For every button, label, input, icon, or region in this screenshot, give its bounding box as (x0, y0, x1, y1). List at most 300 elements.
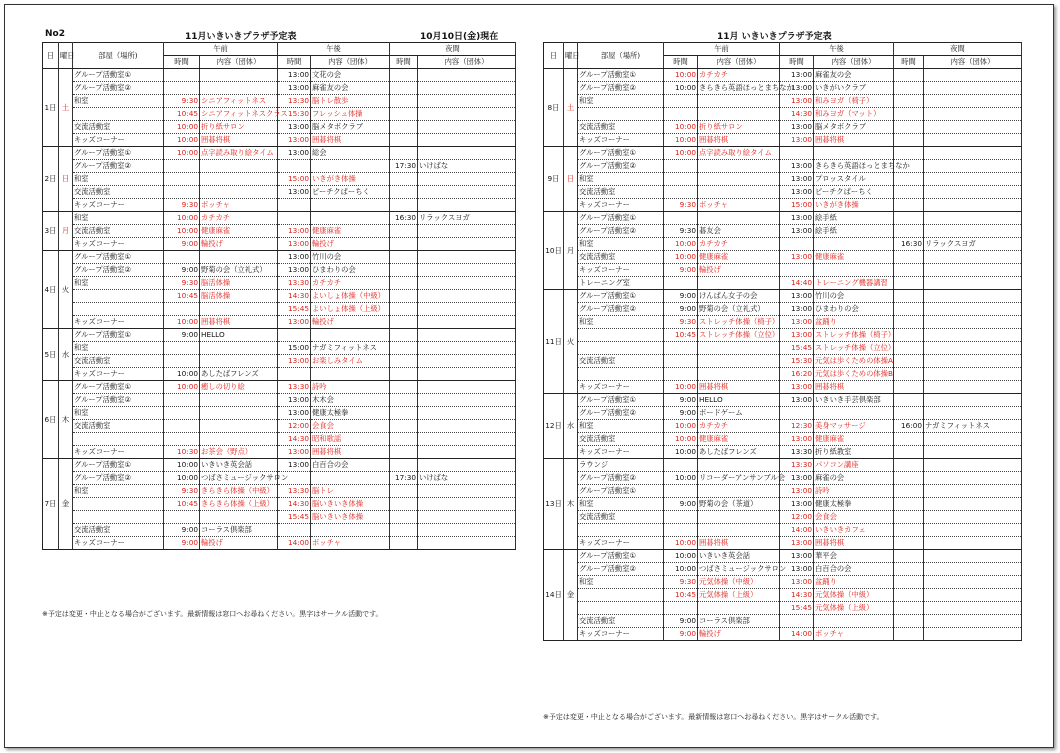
left-schedule-table (42, 42, 516, 550)
night-content-cell: リラックスヨガ (418, 212, 516, 225)
night-content-cell (924, 134, 1022, 147)
dow-cell: 日 (59, 147, 73, 212)
schedule-row (43, 368, 516, 381)
pm-time-cell (780, 147, 814, 160)
am-content-cell (200, 186, 278, 199)
pm-content-cell: 和みヨガ（マット） (814, 108, 894, 121)
night-time-cell (894, 95, 924, 108)
pm-content-cell: 元気体操（中級） (814, 589, 894, 602)
pm-time-cell: 15:00 (780, 199, 814, 212)
time-header: 時間 (390, 56, 418, 69)
pm-content-cell (311, 199, 390, 212)
night-time-cell (390, 420, 418, 433)
pm-content-cell: ナガミフィットネス (311, 342, 390, 355)
pm-time-cell: 14:30 (780, 108, 814, 121)
pm-time-cell: 13:00 (278, 264, 311, 277)
am-time-cell: 10:00 (164, 459, 200, 472)
night-content-cell (924, 485, 1022, 498)
am-time-cell (664, 485, 698, 498)
schedule-row (43, 147, 516, 160)
schedule-row (544, 355, 1022, 368)
room-cell: 交流活動室 (578, 433, 664, 446)
am-content-cell: 囲碁将棋 (200, 134, 278, 147)
night-content-cell (418, 420, 516, 433)
pm-time-cell: 13:00 (780, 69, 814, 82)
pm-time-cell: 13:30 (780, 446, 814, 459)
room-cell: グループ活動室① (578, 485, 664, 498)
night-time-cell (390, 134, 418, 147)
am-time-cell: 9:30 (164, 95, 200, 108)
pm-content-cell: 脳メタボクラブ (311, 121, 390, 134)
schedule-row (544, 277, 1022, 290)
am-time-cell: 9:30 (664, 576, 698, 589)
pm-content-cell (311, 212, 390, 225)
schedule-row (544, 69, 1022, 82)
am-content-cell: いきいき英会話 (200, 459, 278, 472)
pm-content-cell: ストレッチ体操（椅子） (814, 329, 894, 342)
am-time-cell: 10:00 (164, 212, 200, 225)
night-time-cell (894, 251, 924, 264)
night-time-cell (894, 69, 924, 82)
schedule-row (43, 264, 516, 277)
pm-time-cell: 13:30 (278, 485, 311, 498)
night-content-cell (924, 82, 1022, 95)
pm-content-cell: ボッチャ (311, 537, 390, 550)
am-time-cell: 10:45 (164, 108, 200, 121)
am-time-cell (664, 108, 698, 121)
schedule-row (43, 394, 516, 407)
night-time-cell (894, 290, 924, 303)
pm-time-cell: 13:00 (780, 550, 814, 563)
room-cell (578, 329, 664, 342)
time-header: 時間 (894, 56, 924, 69)
pm-content-cell: 囲碁将棋 (814, 381, 894, 394)
dow-cell: 月 (59, 212, 73, 251)
day-cell: 4日 (43, 251, 59, 329)
schedule-row (43, 69, 516, 82)
pm-content-cell: 竹川の会 (814, 290, 894, 303)
room-cell: キッズコーナー (578, 446, 664, 459)
am-content-cell (200, 82, 278, 95)
pm-time-cell (278, 212, 311, 225)
room-cell: キッズコーナー (578, 134, 664, 147)
am-time-cell: 10:00 (664, 563, 698, 576)
schedule-row (544, 264, 1022, 277)
content-header: 内容（団体） (814, 56, 894, 69)
pm-content-cell: 脳いきいき体操 (311, 511, 390, 524)
am-time-cell (164, 160, 200, 173)
pm-time-cell: 14:30 (278, 433, 311, 446)
room-cell: キッズコーナー (73, 199, 164, 212)
schedule-row (544, 238, 1022, 251)
room-cell (73, 433, 164, 446)
night-content-cell (418, 446, 516, 459)
night-content-cell (924, 212, 1022, 225)
pm-content-cell: 麻雀の会 (814, 472, 894, 485)
pm-content-cell: プロッスタイル (814, 173, 894, 186)
day-cell: 1日 (43, 69, 59, 147)
room-cell (578, 589, 664, 602)
pm-time-cell: 13:00 (780, 95, 814, 108)
night-time-cell (894, 264, 924, 277)
night-content-cell (924, 290, 1022, 303)
pm-time-cell: 13:00 (278, 251, 311, 264)
schedule-row (43, 186, 516, 199)
pm-time-cell: 13:00 (278, 121, 311, 134)
pm-time-cell: 13:00 (780, 394, 814, 407)
am-time-cell: 9:00 (664, 290, 698, 303)
night-time-cell (390, 524, 418, 537)
pm-content-cell: 竹川の会 (311, 251, 390, 264)
pm-content-cell (311, 329, 390, 342)
pm-content-cell: 会食会 (814, 511, 894, 524)
schedule-row (43, 277, 516, 290)
pm-time-cell (780, 407, 814, 420)
pm-content-cell: フレッシュ体操 (311, 108, 390, 121)
night-time-cell (894, 602, 924, 615)
schedule-row (43, 160, 516, 173)
pm-content-cell: ストレッチ体操（立位） (814, 342, 894, 355)
am-content-cell: シニアフィットネスクラス (200, 108, 278, 121)
am-content-cell: 脳活体操 (200, 277, 278, 290)
schedule-row (544, 420, 1022, 433)
am-content-cell: カチカチ (698, 69, 780, 82)
dow-cell: 火 (59, 251, 73, 329)
night-time-cell (894, 576, 924, 589)
time-header: 時間 (278, 56, 311, 69)
room-cell: キッズコーナー (73, 368, 164, 381)
pm-time-cell: 13:00 (780, 472, 814, 485)
pm-content-cell: 健康麻雀 (814, 251, 894, 264)
schedule-row (544, 368, 1022, 381)
night-time-cell (390, 329, 418, 342)
night-content-cell (924, 394, 1022, 407)
schedule-row (43, 446, 516, 459)
night-content-cell (418, 485, 516, 498)
night-time-cell (390, 537, 418, 550)
am-time-cell: 10:00 (664, 147, 698, 160)
room-cell (73, 498, 164, 511)
am-time-cell (664, 95, 698, 108)
am-content-cell (698, 95, 780, 108)
am-content-cell (200, 342, 278, 355)
night-time-cell (894, 472, 924, 485)
night-time-cell (894, 446, 924, 459)
left-footnote: ※予定は変更・中止となる場合がございます。最新情報は窓口へお尋ねください。黒字はサークル活動です。 (42, 610, 383, 618)
am-time-cell (664, 212, 698, 225)
pm-header: 午後 (780, 43, 894, 56)
am-time-cell: 10:00 (664, 251, 698, 264)
am-content-cell (698, 212, 780, 225)
am-time-cell: 10:00 (664, 381, 698, 394)
room-cell: 交流活動室 (578, 186, 664, 199)
night-content-cell (418, 277, 516, 290)
pm-time-cell: 13:00 (780, 485, 814, 498)
night-content-cell (418, 524, 516, 537)
am-time-cell (664, 160, 698, 173)
am-content-cell: つばさミュージックサロン (698, 563, 780, 576)
night-time-cell (390, 342, 418, 355)
night-content-cell (418, 537, 516, 550)
schedule-row (544, 472, 1022, 485)
am-content-cell (698, 368, 780, 381)
am-content-cell: 輪投げ (200, 238, 278, 251)
am-time-cell: 9:30 (164, 199, 200, 212)
room-cell: グループ活動室② (578, 160, 664, 173)
schedule-row (544, 394, 1022, 407)
pm-content-cell: 麻雀友の会 (814, 69, 894, 82)
pm-time-cell: 13:00 (278, 355, 311, 368)
night-time-cell (894, 186, 924, 199)
am-time-cell: 9:00 (164, 329, 200, 342)
am-time-cell: 10:00 (164, 316, 200, 329)
schedule-row (43, 511, 516, 524)
pm-content-cell (311, 524, 390, 537)
pm-content-cell: 総会 (311, 147, 390, 160)
room-cell: グループ活動室① (73, 381, 164, 394)
header-row (43, 43, 516, 56)
night-content-cell (924, 472, 1022, 485)
pm-content-cell: 囲碁将棋 (814, 537, 894, 550)
night-time-cell (894, 303, 924, 316)
room-cell: 和室 (73, 277, 164, 290)
night-header: 夜間 (390, 43, 516, 56)
pm-time-cell: 13:00 (780, 563, 814, 576)
pm-content-cell: 文花の会 (311, 69, 390, 82)
room-cell: グループ活動室① (578, 394, 664, 407)
schedule-row (43, 108, 516, 121)
night-content-cell (924, 147, 1022, 160)
pm-content-cell: 麻雀友の会 (311, 82, 390, 95)
night-content-cell (418, 134, 516, 147)
night-content-cell (924, 173, 1022, 186)
room-cell: ラウンジ (578, 459, 664, 472)
schedule-row (544, 108, 1022, 121)
am-time-cell: 9:00 (164, 238, 200, 251)
pm-content-cell: トレーニング機器講習 (814, 277, 894, 290)
dow-header: 曜日 (564, 43, 578, 69)
am-content-cell: 囲碁将棋 (698, 381, 780, 394)
night-content-cell (418, 238, 516, 251)
pm-content-cell: 詩吟 (814, 485, 894, 498)
am-time-cell: 10:00 (664, 121, 698, 134)
am-content-cell: 元気体操（中級） (698, 576, 780, 589)
night-time-cell (894, 277, 924, 290)
night-time-cell (390, 368, 418, 381)
pm-time-cell: 13:00 (278, 69, 311, 82)
night-time-cell (390, 485, 418, 498)
am-content-cell (698, 186, 780, 199)
pm-time-cell: 13:00 (780, 329, 814, 342)
am-content-cell: 野菊の会（立礼式） (698, 303, 780, 316)
night-time-cell (894, 433, 924, 446)
pm-content-cell: いきいきカフェ (814, 524, 894, 537)
dow-cell: 土 (564, 69, 578, 147)
schedule-row (544, 134, 1022, 147)
night-content-cell (418, 303, 516, 316)
pm-content-cell: いきがき体操 (311, 173, 390, 186)
night-content-cell (924, 251, 1022, 264)
night-content-cell (924, 615, 1022, 628)
night-content-cell (924, 459, 1022, 472)
night-time-cell (390, 498, 418, 511)
schedule-row (43, 251, 516, 264)
night-time-cell (894, 563, 924, 576)
am-time-cell (164, 355, 200, 368)
night-content-cell (418, 498, 516, 511)
night-content-cell (924, 329, 1022, 342)
room-cell: グループ活動室② (578, 303, 664, 316)
pm-time-cell (780, 264, 814, 277)
schedule-row (43, 459, 516, 472)
am-content-cell: 癒しの切り絵 (200, 381, 278, 394)
night-content-cell (924, 199, 1022, 212)
am-content-cell (698, 459, 780, 472)
night-content-cell (924, 225, 1022, 238)
night-content-cell (924, 108, 1022, 121)
room-cell: グループ活動室① (73, 251, 164, 264)
am-content-cell: 元気体操（上級） (698, 589, 780, 602)
schedule-row (43, 381, 516, 394)
night-time-cell (894, 199, 924, 212)
am-content-cell: ストレッチ体操（立位） (698, 329, 780, 342)
am-time-cell: 9:00 (664, 264, 698, 277)
pm-time-cell: 14:40 (780, 277, 814, 290)
night-time-cell (390, 121, 418, 134)
night-content-cell (924, 95, 1022, 108)
room-cell: 和室 (578, 173, 664, 186)
night-content-cell (418, 355, 516, 368)
right-title: 11月 いきいきプラザ予定表 (717, 32, 832, 42)
pm-time-cell: 14:00 (780, 628, 814, 641)
day-cell: 5日 (43, 329, 59, 381)
room-cell: 和室 (578, 576, 664, 589)
night-content-cell (924, 69, 1022, 82)
am-time-cell (164, 303, 200, 316)
schedule-row (544, 381, 1022, 394)
night-time-cell (894, 511, 924, 524)
pm-time-cell (278, 368, 311, 381)
left-title: 11月いきいきプラザ予定表 (185, 32, 297, 42)
pm-content-cell: 会食会 (311, 420, 390, 433)
dow-cell: 金 (564, 550, 578, 641)
am-content-cell (698, 173, 780, 186)
night-content-cell (418, 199, 516, 212)
night-content-cell (924, 446, 1022, 459)
pm-content-cell: 絵手紙 (814, 225, 894, 238)
am-time-cell: 9:00 (664, 407, 698, 420)
am-content-cell: きらきら体操（中級） (200, 485, 278, 498)
room-cell: 和室 (578, 95, 664, 108)
schedule-row (544, 329, 1022, 342)
room-cell: グループ活動室① (73, 459, 164, 472)
am-content-cell: 輪投げ (698, 628, 780, 641)
night-time-cell (894, 108, 924, 121)
pm-time-cell: 13:00 (780, 316, 814, 329)
am-time-cell: 10:00 (664, 433, 698, 446)
room-cell: グループ活動室① (578, 147, 664, 160)
schedule-row (43, 537, 516, 550)
room-cell: キッズコーナー (73, 134, 164, 147)
am-time-cell (164, 394, 200, 407)
am-time-cell: 9:30 (664, 225, 698, 238)
pm-time-cell: 15:00 (278, 173, 311, 186)
pm-content-cell: 元気体操（上級） (814, 602, 894, 615)
night-content-cell: いけばな (418, 472, 516, 485)
schedule-row (43, 134, 516, 147)
pm-content-cell: 脳トレ (311, 485, 390, 498)
room-cell: グループ活動室② (578, 563, 664, 576)
pm-time-cell: 13:00 (278, 82, 311, 95)
night-time-cell (894, 355, 924, 368)
night-content-cell (924, 355, 1022, 368)
night-content-cell (924, 264, 1022, 277)
room-cell: キッズコーナー (578, 199, 664, 212)
schedule-row (43, 433, 516, 446)
day-cell: 3日 (43, 212, 59, 251)
pm-time-cell: 14:00 (278, 537, 311, 550)
night-content-cell (418, 173, 516, 186)
schedule-row (544, 446, 1022, 459)
night-time-cell (894, 342, 924, 355)
am-time-cell: 10:45 (164, 290, 200, 303)
night-content-cell (418, 186, 516, 199)
am-content-cell: お茶会（野点） (200, 446, 278, 459)
night-time-cell (894, 173, 924, 186)
night-content-cell (418, 147, 516, 160)
schedule-row (544, 407, 1022, 420)
am-content-cell (200, 511, 278, 524)
content-header: 内容（団体） (698, 56, 780, 69)
pm-content-cell (814, 264, 894, 277)
room-header: 部屋（場所) (73, 43, 164, 69)
room-cell: 和室 (578, 498, 664, 511)
room-cell: キッズコーナー (73, 446, 164, 459)
room-cell: グループ活動室① (578, 550, 664, 563)
pm-time-cell: 15:45 (278, 303, 311, 316)
pm-content-cell: ボッチャ (814, 628, 894, 641)
pm-time-cell: 13:00 (780, 290, 814, 303)
night-time-cell (894, 147, 924, 160)
night-content-cell (924, 342, 1022, 355)
schedule-row (544, 563, 1022, 576)
night-content-cell: ナガミフィットネス (924, 420, 1022, 433)
am-time-cell: 10:00 (664, 446, 698, 459)
pm-time-cell: 14:30 (278, 498, 311, 511)
night-time-cell (390, 277, 418, 290)
pm-content-cell: 囲碁将棋 (311, 446, 390, 459)
am-content-cell: つばさミュージックサロン (200, 472, 278, 485)
night-content-cell (418, 225, 516, 238)
pm-content-cell (311, 368, 390, 381)
night-time-cell (894, 212, 924, 225)
room-cell: グループ活動室① (73, 329, 164, 342)
am-content-cell: HELLO (200, 329, 278, 342)
am-content-cell: ボッチャ (698, 199, 780, 212)
schedule-row (544, 121, 1022, 134)
room-cell: グループ活動室② (73, 160, 164, 173)
am-time-cell: 10:00 (664, 238, 698, 251)
pm-content-cell (311, 160, 390, 173)
am-time-cell: 9:00 (164, 524, 200, 537)
am-time-cell: 9:00 (664, 303, 698, 316)
am-time-cell: 10:00 (164, 225, 200, 238)
schedule-row (544, 459, 1022, 472)
night-content-cell (924, 160, 1022, 173)
am-header: 午前 (164, 43, 278, 56)
schedule-row (43, 485, 516, 498)
pm-content-cell: 脳トレ散歩 (311, 95, 390, 108)
